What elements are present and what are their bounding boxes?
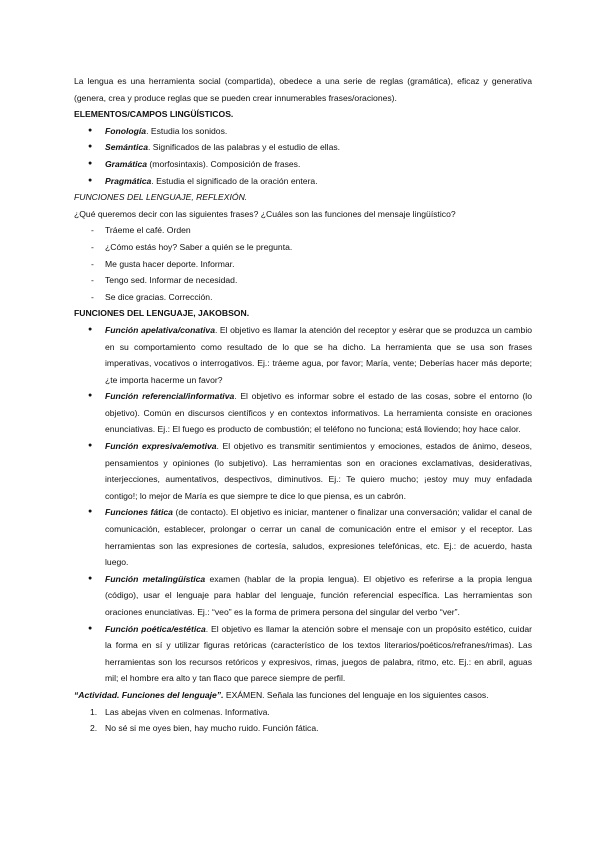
list-item <box>74 704 532 721</box>
list-item <box>74 322 532 388</box>
list-item <box>74 139 532 156</box>
case-text: No sé si me oyes bien, hay mucho ruido. Función fática. <box>105 723 319 734</box>
list-item <box>74 123 532 140</box>
desc: . El objetivo es llamar la atención del receptor y esèrar que se produzca un cambio en su comportamiento como resultado de lo que se ha dicho. La herramienta que se usa son frases imperativas, vocativos o interrogativos. Ej.: tráeme agua, por favor; María, vente; Deberías hacer más deporte; ¿te importa hacerme un favor? <box>105 324 533 385</box>
list-item: - Me gusta hacer deporte. Informar. <box>74 256 532 273</box>
desc: (morfosintaxis). Composición de frases. <box>147 158 301 169</box>
list-item <box>74 173 532 190</box>
question-text: ¿Qué queremos decir con las siguientes frases? ¿Cuáles son las funciones del mensaje lingüístico? <box>74 208 456 219</box>
desc: examen (hablar de la propia lengua). El objetivo es referirse a la propia lengua (código), usar el lenguaje para hablar del lenguaje, función referencial específica. Las herramientas son oraciones enunciativas. Ej.: “veo” es la forma de primera persona del singular del verbo “ver”. <box>105 573 532 617</box>
term: Funciones fática <box>105 507 173 518</box>
list-item: - Tengo sed. Informar de necesidad. <box>74 272 532 289</box>
cases-list <box>74 704 532 737</box>
list-item <box>74 388 532 438</box>
list-item: - Tráeme el café. Orden <box>74 222 532 239</box>
phrases-list <box>74 222 532 305</box>
list-item <box>74 621 532 687</box>
term: Función expresiva/emotiva <box>105 441 217 452</box>
activity-text: EXÁMEN. Señala las funciones del lenguaje en los siguientes casos. <box>223 689 489 700</box>
activity-paragraph <box>74 687 532 704</box>
term: Gramática <box>105 158 148 169</box>
desc: . Estudia los sonidos. <box>146 125 228 136</box>
list-item <box>74 571 532 621</box>
desc: . El objetivo es informar sobre el estado de las cosas, sobre el entorno (lo objetivo). Común en discursos científicos y en contextos informativos. La herramienta consiste en oraciones enunciativas. Ej.: El fuego es producto de combustión; el teléfono no funciona; está lloviendo; hoy hace calor. <box>105 391 532 435</box>
section-title-reflexion: FUNCIONES DEL LENGUAJE, REFLEXIÓN. <box>74 192 248 203</box>
term: Función referencial/informativa <box>105 391 235 402</box>
term: Función metalingüística <box>105 573 206 584</box>
list-item: - Se dice gracias. Corrección. <box>74 289 532 306</box>
desc: (de contacto). El objetivo es iniciar, mantener o finalizar una conversación; validar el canal de comunicación, establecer, prolongar o cerrar un canal de comunicación entre el emisor y el receptor. Las herramientas son las expresiones de cortesía, saludos, expresiones telefónicas, etc. Ej.: de acuerdo, hasta luego. <box>105 507 532 568</box>
list-item <box>74 504 532 570</box>
case-number: 2. <box>90 723 98 734</box>
elements-list <box>74 123 532 189</box>
term: Fonología <box>105 125 147 136</box>
section-title-elements: ELEMENTOS/CAMPOS LINGÜÍSTICOS. <box>74 109 234 120</box>
desc: . Estudia el significado de la oración entera. <box>151 175 318 186</box>
list-item: - ¿Cómo estás hoy? Saber a quién se le pregunta. <box>74 239 532 256</box>
activity-title: “Actividad. Funciones del lenguaje”. <box>74 689 224 700</box>
term: Función apelativa/conativa <box>105 324 215 335</box>
document-page <box>74 73 532 737</box>
term: Semántica <box>105 142 148 153</box>
desc: . El objetivo es llamar la atención sobre el mensaje con un propósito estético, cuidar la forma en sí y utilizar figuras retóricas (característico de los textos literarios/poéticos/refranes/rimas). Las herramientas son los recursos retóricos y expresivos, rimas, juegos de palabra, ritmo, etc. Ej.: en abril, aguas mil; el hombre era alto y tan flaco que parece siempre de perfil. <box>105 623 532 684</box>
term: Pragmática <box>105 175 152 186</box>
list-item <box>74 156 532 173</box>
intro-paragraph: La lengua es una herramienta social (compartida), obedece a una serie de reglas (gramática), eficaz y generativa (genera, crea y produce reglas que se pueden crear innumerables frases/oraciones). <box>74 76 532 103</box>
case-number: 1. <box>90 706 98 717</box>
section-title-jakobson: FUNCIONES DEL LENGUAJE, JAKOBSON. <box>74 308 250 319</box>
functions-list <box>74 322 532 687</box>
case-text: Las abejas viven en colmenas. Informativa. <box>105 706 270 717</box>
list-item <box>74 438 532 504</box>
desc: . El objetivo es transmitir sentimientos y emociones, estados de ánimo, deseos, pensamientos y opiniones (lo subjetivo). Las herramientas son en oraciones exclamativas, desiderativas, interjecciones, aumentativos, despectivos, diminutivos. Ej.: Te quiero mucho; ¡estoy muy muy enfadada contigo!; lo mejor de María es que siempre te dice lo que piensa, es un cabrón. <box>105 441 533 501</box>
list-item <box>74 720 532 737</box>
term: Función poética/estética <box>105 623 206 634</box>
desc: . Significados de las palabras y el estudio de ellas. <box>148 142 341 153</box>
